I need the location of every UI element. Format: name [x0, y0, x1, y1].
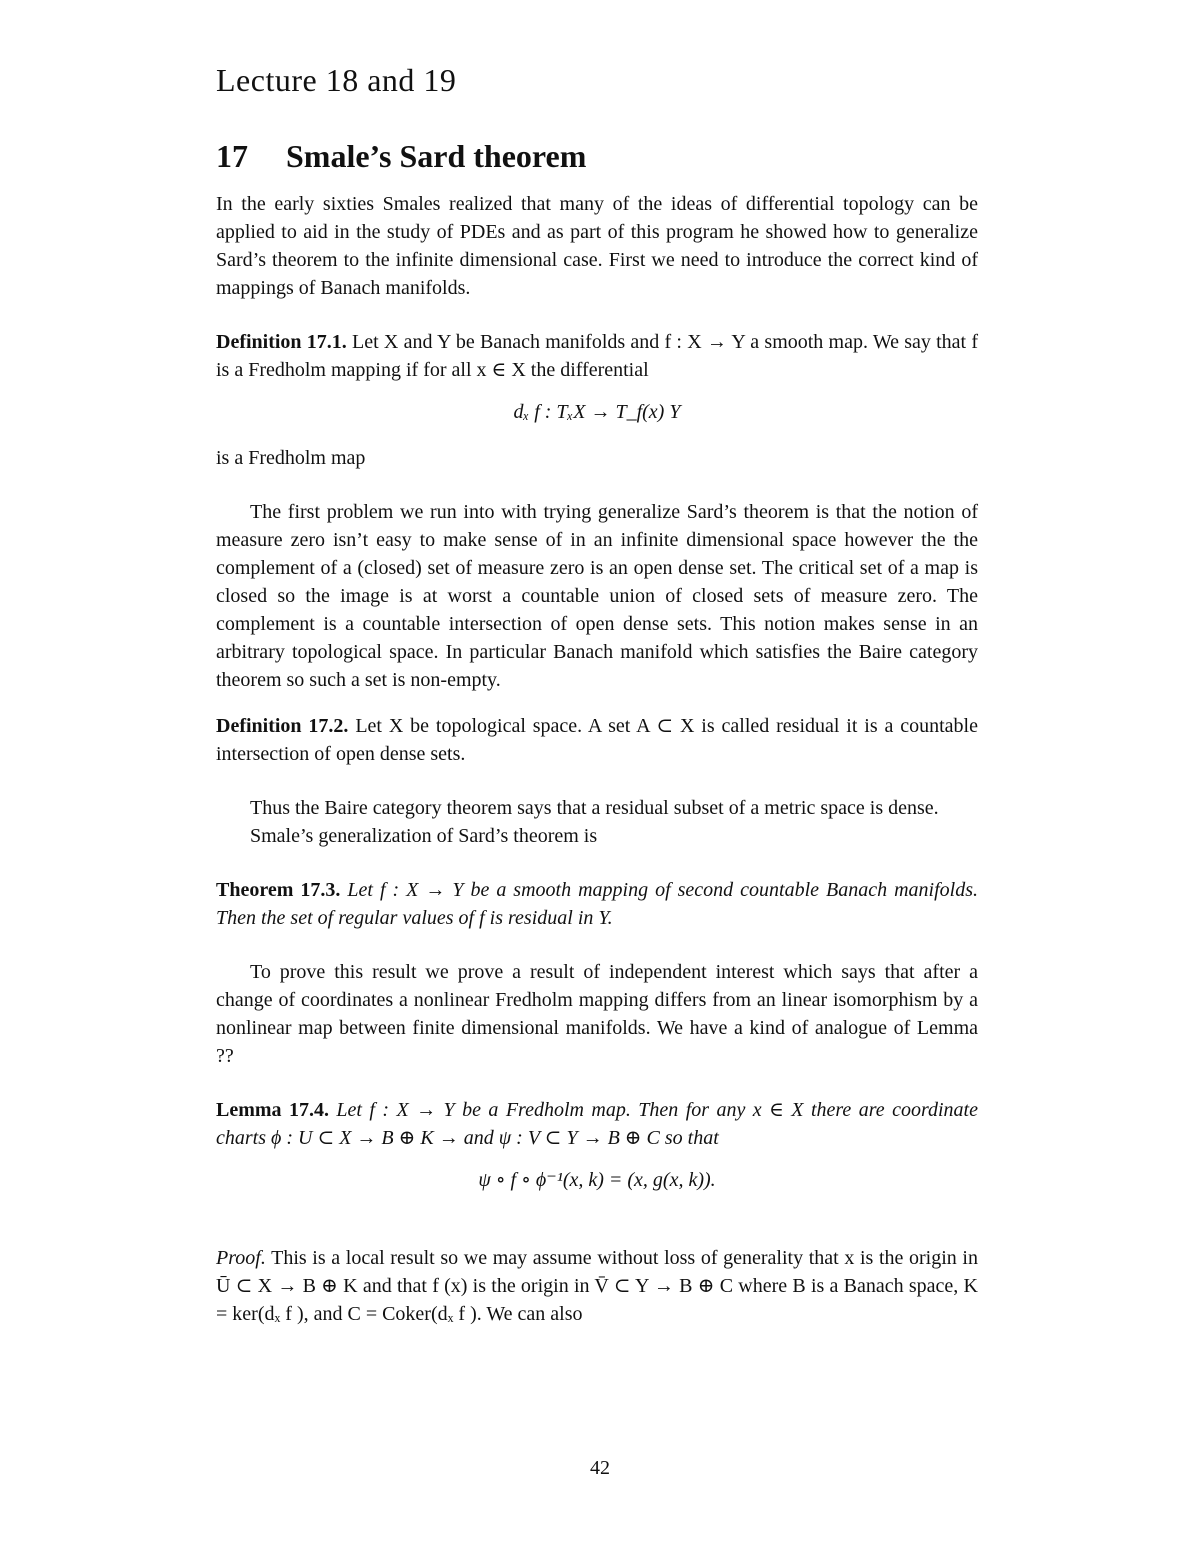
page-content [216, 60, 978, 1328]
section-title: Smale’s Sard theorem [286, 138, 587, 174]
theorem-text: Let f : X → Y be a smooth mapping of second countable Banach manifolds. Then the set of regular values of f is residual in Y. [216, 879, 978, 929]
page-number: 42 [590, 1457, 610, 1479]
section-heading [216, 136, 978, 176]
smale-paragraph: Smale’s generalization of Sard’s theorem is [250, 825, 598, 847]
section-number: 17 [216, 138, 248, 174]
theorem-17-3 [216, 876, 978, 932]
definition-label: Definition 17.1. [216, 331, 347, 353]
baire-paragraph: Thus the Baire category theorem says that a residual subset of a metric space is dense. [250, 797, 939, 819]
display-equation-lemma: ψ ∘ f ∘ ϕ⁻¹(x, k) = (x, g(x, k)). [478, 1169, 716, 1191]
proof-approach-paragraph: To prove this result we prove a result of independent interest which says that after a change of coordinates a nonlinear Fredholm mapping differs from an linear isomorphism by a nonlinear map between finite dimensional manifolds. We have a kind of analogue of Lemma ?? [216, 961, 978, 1067]
lemma-label: Lemma 17.4. [216, 1099, 329, 1121]
definition-text: Let X and Y be Banach manifolds and f : X → Y a smooth map. We say that f is a Fredholm mapping if for all x ∈ X the differential [216, 331, 979, 381]
definition-17-2 [216, 712, 978, 768]
display-equation-differential: dₓ f : TₓX → T_f(x) Y [513, 401, 681, 423]
proof-text: This is a local result so we may assume without loss of generality that x is the origin in Ū ⊂ X → B ⊕ K and that f (x) is the origin in V̄ ⊂ Y → B ⊕ C where B is a Banach space, K = ker(dₓ f ), and C = Coker(dₓ f ). We can also [216, 1247, 978, 1325]
lemma-17-4 [216, 1096, 978, 1152]
intro-paragraph: In the early sixties Smales realized that many of the ideas of differential topology can be applied to aid in the study of PDEs and as part of this program he showed how to generalize Sard’s theorem to the infinite dimensional case. First we need to introduce the correct kind of mappings of Banach manifolds. [216, 193, 978, 299]
theorem-label: Theorem 17.3. [216, 879, 341, 901]
proof-label: Proof. [216, 1247, 266, 1269]
lecture-heading: Lecture 18 and 19 [216, 62, 457, 98]
lemma-text: Let f : X → Y be a Fredholm map. Then for any x ∈ X there are coordinate charts ϕ : U ⊂ X → B ⊕ K → and ψ : V ⊂ Y → B ⊕ C so that [216, 1099, 978, 1149]
definition-text: Let X be topological space. A set A ⊂ X is called residual it is a countable intersection of open dense sets. [216, 715, 978, 765]
definition-trailer: is a Fredholm map [216, 447, 366, 469]
definition-17-1 [216, 328, 978, 384]
proof-paragraph [216, 1244, 978, 1328]
definition-label: Definition 17.2. [216, 715, 349, 737]
measure-zero-paragraph: The first problem we run into with trying generalize Sard’s theorem is that the notion of measure zero isn’t easy to make sense of in an infinite dimensional space however the the complement of a (closed) set of measure zero is an open dense set. The critical set of a map is closed so the image is at worst a countable union of closed sets of measure zero. The complement is a countable intersection of open dense sets. This notion makes sense in an arbitrary topological space. In particular Banach manifold which satisfies the Baire category theorem so such a set is non-empty. [216, 501, 978, 691]
